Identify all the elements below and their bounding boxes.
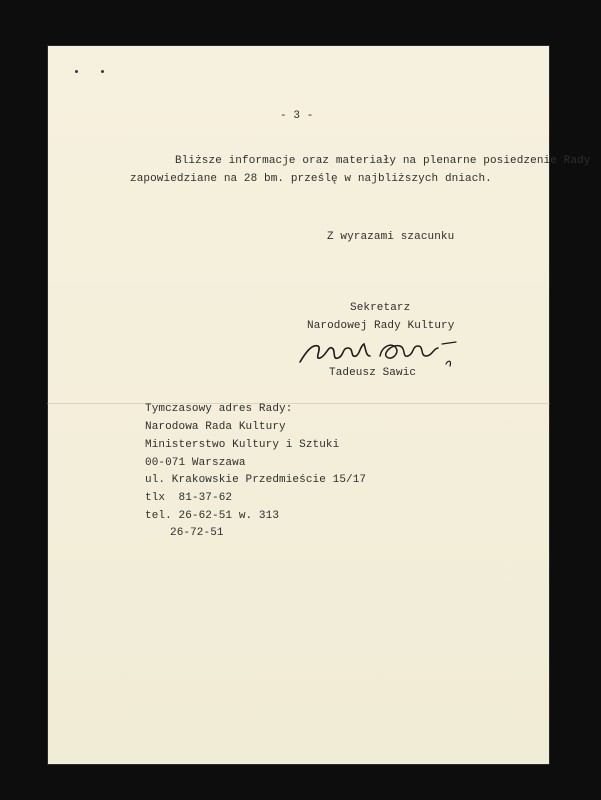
- address-line-7: 26-72-51: [170, 527, 224, 539]
- signatory-name: Tadeusz Sawic: [329, 367, 417, 379]
- address-line-4: ul. Krakowskie Przedmieście 15/17: [145, 474, 367, 486]
- address-line-1: Narodowa Rada Kultury: [145, 421, 286, 433]
- document-page: [47, 45, 550, 765]
- body-line-2: zapowiedziane na 28 bm. prześlę w najbliższych dniach.: [130, 173, 492, 185]
- closing-salutation: Z wyrazami szacunku: [327, 231, 455, 243]
- address-header: Tymczasowy adres Rady:: [145, 403, 293, 415]
- punch-hole-right: [101, 70, 104, 73]
- signatory-title-line-2: Narodowej Rady Kultury: [307, 320, 455, 332]
- address-line-2: Ministerstwo Kultury i Sztuki: [145, 439, 340, 451]
- body-line-1: Bliższe informacje oraz materiały na plenarne posiedzenie Rady: [175, 155, 591, 167]
- address-line-6: tel. 26-62-51 w. 313: [145, 510, 280, 522]
- signatory-title-line-1: Sekretarz: [350, 302, 411, 314]
- page-number: - 3 -: [280, 110, 314, 122]
- punch-hole-left: [75, 70, 78, 73]
- paper-fold: [47, 403, 550, 404]
- address-line-5: tlx 81-37-62: [145, 492, 233, 504]
- address-line-3: 00-071 Warszawa: [145, 457, 246, 469]
